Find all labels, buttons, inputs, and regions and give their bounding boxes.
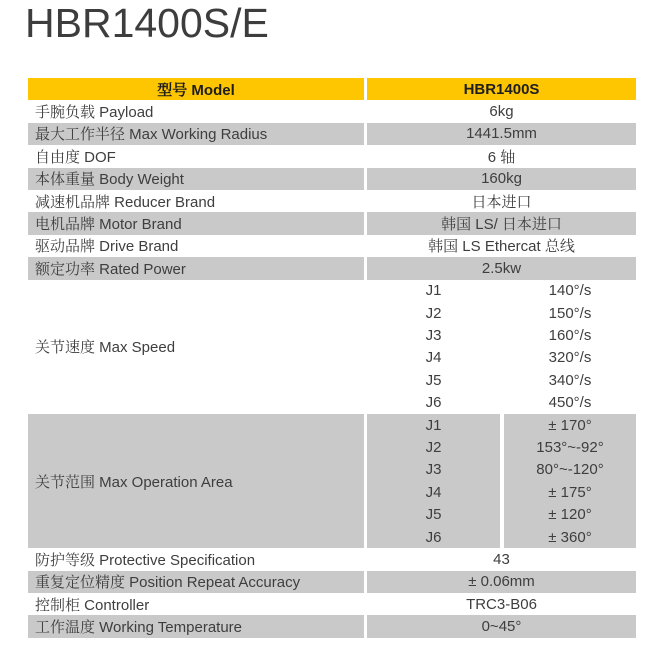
joint-row [367,280,636,302]
table-row [28,548,636,570]
joint-value: ± 360° [504,526,636,548]
row-label: 电机品牌 Motor Brand [28,212,364,234]
table-row [28,168,636,190]
joint-name: J5 [425,371,442,389]
joint-name: J3 [367,459,500,481]
row-label: 自由度 DOF [35,148,116,166]
joint-value: 150°/s [548,304,592,322]
joint-value: 160°/s [548,326,592,344]
row-value: 韩国 LS/ 日本进口 [367,212,636,234]
joint-value: 340°/s [548,371,592,389]
joint-row [367,459,636,481]
joint-row [367,369,636,391]
table-row [28,123,636,145]
joint-value: ± 175° [504,481,636,503]
table-row [28,100,636,122]
joint-row [367,347,636,369]
joint-row [367,391,636,413]
joint-row [367,302,636,324]
row-value: 2.5kw [367,257,636,279]
joint-name: J6 [425,394,442,412]
row-label: 关节范围 Max Operation Area [28,414,364,548]
row-value: 日本进口 [471,193,532,211]
row-value: 0~45° [367,615,636,637]
table-row [28,257,636,279]
joint-name: J2 [367,436,500,458]
row-label: 工作温度 Working Temperature [28,615,364,637]
table-header-row [28,78,636,100]
row-label: 防护等级 Protective Specification [35,551,256,569]
table-row [28,593,636,615]
row-label: 控制柜 Controller [35,596,150,614]
row-value: TRC3-B06 [466,595,537,613]
table-row-group [28,414,636,548]
joint-value: 80°~-120° [504,459,636,481]
joint-row [367,526,636,548]
joint-value: ± 120° [504,503,636,525]
table-body [28,100,636,637]
joint-row [367,414,636,436]
joint-name: J6 [367,526,500,548]
joint-value: ± 170° [504,414,636,436]
joint-name: J1 [367,414,500,436]
row-label: 驱动品牌 Drive Brand [35,238,179,256]
table-row-group [28,280,636,414]
row-value: ± 0.06mm [367,571,636,593]
table-row [28,212,636,234]
joint-row [367,436,636,458]
joint-row [367,481,636,503]
row-value: 1441.5mm [367,123,636,145]
table-header-model-label: 型号 Model [28,78,364,100]
joint-sub-table [367,280,636,414]
row-value: 6 轴 [487,148,516,166]
row-value: 43 [493,550,510,568]
row-label: 减速机品牌 Reducer Brand [35,193,216,211]
joint-row [367,324,636,346]
spec-table [28,78,636,638]
joint-name: J4 [425,349,442,367]
joint-sub-table [367,414,636,548]
table-row [28,235,636,257]
joint-row [367,503,636,525]
row-label: 最大工作半径 Max Working Radius [28,123,364,145]
table-row [28,571,636,593]
joint-value: 140°/s [548,282,592,300]
joint-name: J3 [425,326,442,344]
row-label: 重复定位精度 Position Repeat Accuracy [28,571,364,593]
table-row [28,145,636,167]
table-header-model-value: HBR1400S [367,78,636,100]
joint-name: J2 [425,304,442,322]
joint-name: J5 [367,503,500,525]
row-label: 额定功率 Rated Power [28,257,364,279]
joint-value: 320°/s [548,349,592,367]
joint-name: J4 [367,481,500,503]
table-row [28,190,636,212]
row-value: 6kg [489,103,514,121]
row-label: 手腕负载 Payload [35,104,154,122]
row-label: 本体重量 Body Weight [28,168,364,190]
row-value: 韩国 LS Ethercat 总线 [428,238,575,256]
table-row [28,615,636,637]
joint-name: J1 [425,282,442,300]
page-title: HBR1400S/E [25,0,269,46]
joint-value: 153°~-92° [504,436,636,458]
row-label: 关节速度 Max Speed [35,339,176,357]
joint-value: 450°/s [548,394,592,412]
row-value: 160kg [367,168,636,190]
